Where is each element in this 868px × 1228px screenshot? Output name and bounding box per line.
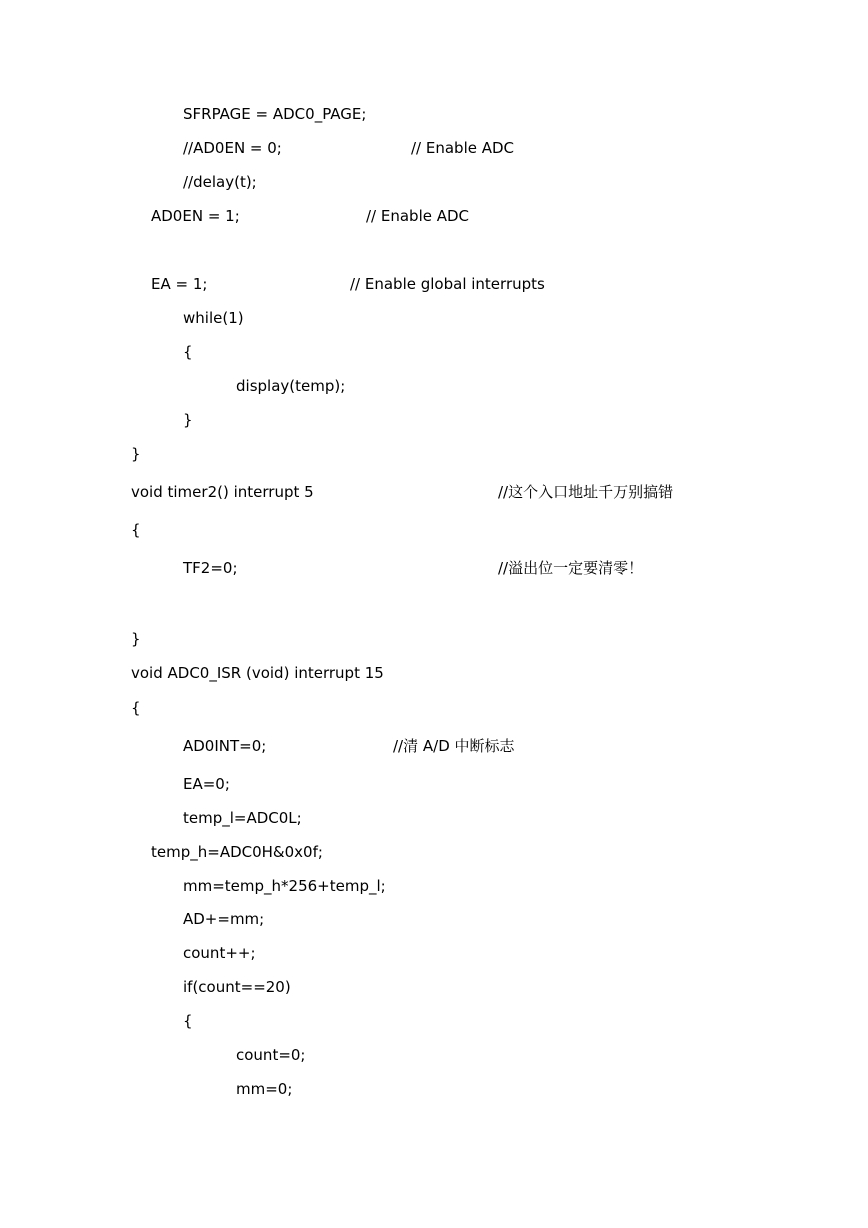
- code-line: count++;: [183, 944, 256, 962]
- code-line: count=0;: [236, 1046, 306, 1064]
- code-line: }: [131, 445, 141, 463]
- code-line: void timer2() interrupt 5: [131, 483, 314, 501]
- code-comment: //清 A/D 中断标志: [393, 737, 515, 755]
- code-line: EA=0;: [183, 775, 230, 793]
- code-line: if(count==20): [183, 978, 291, 996]
- code-line: temp_l=ADC0L;: [183, 809, 302, 827]
- code-line: TF2=0;: [183, 559, 238, 577]
- code-line: AD0INT=0;: [183, 737, 267, 755]
- code-line: display(temp);: [236, 377, 346, 395]
- code-comment: //溢出位一定要清零！: [498, 559, 644, 577]
- code-line: {: [131, 521, 141, 539]
- code-line: }: [131, 630, 141, 648]
- code-line: temp_h=ADC0H&0x0f;: [151, 843, 323, 861]
- code-line: {: [183, 343, 193, 361]
- code-line: mm=temp_h*256+temp_l;: [183, 877, 386, 895]
- code-comment: // Enable ADC: [411, 139, 515, 157]
- code-line: AD+=mm;: [183, 910, 265, 928]
- code-line: }: [183, 411, 193, 429]
- code-line: mm=0;: [236, 1080, 293, 1098]
- code-line: while(1): [183, 309, 244, 327]
- code-line: //delay(t);: [183, 173, 257, 191]
- code-line: //AD0EN = 0;: [183, 139, 282, 157]
- code-line: AD0EN = 1;: [151, 207, 240, 225]
- code-comment: // Enable global interrupts: [350, 275, 545, 293]
- code-comment: //这个入口地址千万别搞错: [498, 483, 674, 501]
- code-line: EA = 1;: [151, 275, 208, 293]
- code-line: {: [183, 1012, 193, 1030]
- code-line: {: [131, 699, 141, 717]
- code-line: void ADC0_ISR (void) interrupt 15: [131, 664, 384, 682]
- code-line: SFRPAGE = ADC0_PAGE;: [183, 105, 367, 123]
- code-comment: // Enable ADC: [366, 207, 470, 225]
